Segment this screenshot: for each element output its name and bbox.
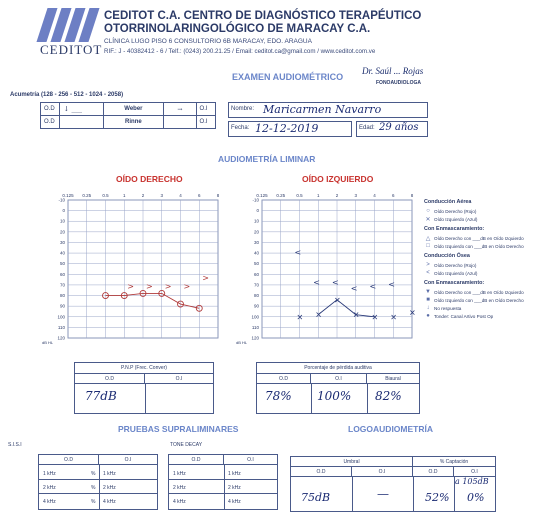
left-bone-point: <: [294, 248, 302, 258]
left-air-point: ✕: [334, 295, 341, 305]
logo-oi-label: O.I: [352, 467, 413, 477]
db-tick-label: 80: [59, 293, 65, 299]
db-tick-label: 40: [59, 250, 65, 256]
weber-od: O.D: [41, 103, 60, 116]
db-tick-label: 0: [256, 208, 259, 214]
legend-item: ● Tonder: Canal Artivo Post Op: [424, 312, 536, 320]
db-tick-label: -10: [58, 197, 65, 203]
tone-oi-label: O.I: [224, 455, 277, 465]
left-air-point: ✕: [371, 312, 379, 322]
tone-divider: [224, 465, 225, 509]
clinic-contact: RIF.: J - 40382412 - 6 / Telf.: (0243) 200.21.25 / Email: ceditot.ca@gmail.com / www.ceditot.com.ve: [104, 48, 376, 55]
left-air-point: ✕: [352, 310, 360, 320]
pnp-box: [74, 362, 214, 414]
cap-oi-value: 0%: [467, 491, 485, 504]
logo-table: [290, 456, 496, 512]
db-tick-label: 70: [253, 282, 259, 288]
tone-row-label: 1 kHz: [173, 471, 186, 477]
captacion-label: % Captación: [413, 457, 495, 467]
db-tick-label: 90: [253, 303, 259, 309]
left-bone-point: <: [388, 279, 395, 289]
patient-name: Maricarmen Navarro: [263, 103, 382, 116]
clinic-address: CLÍNICA LUGO PISO 6 CONSULTORIO 6B MARACAY, EDO. ARAGUA: [104, 38, 312, 45]
pnp-od-label: O.D: [75, 374, 145, 384]
audiometry-title: AUDIOMETRÍA LIMINAR: [218, 154, 316, 164]
triangle-icon: △: [425, 235, 431, 242]
db-tick-label: 50: [253, 261, 259, 267]
clinic-name-line2: OTORRINOLARINGOLÓGICO DE MARACAY C.A.: [104, 23, 371, 35]
pnp-title: P.N.P (Frec. Conver): [75, 363, 213, 374]
sisi-row-label: 4 kHz: [103, 499, 116, 505]
db-tick-label: 90: [59, 303, 65, 309]
db-tick-label: 110: [57, 324, 65, 330]
freq-tick-label: 6: [391, 193, 395, 198]
acumetria-table: [40, 102, 216, 129]
freq-tick-label: 2: [335, 193, 339, 198]
loss-od-label: O.D: [257, 374, 311, 384]
logo-oi-value: —: [377, 487, 389, 501]
loss-divider: [367, 384, 368, 413]
pnp-od-value: 77dB: [85, 389, 117, 403]
db-tick-label: 120: [251, 335, 259, 341]
pct-label: %: [91, 471, 96, 477]
doctor-signature: Dr. Saúl ... Rojas: [362, 66, 424, 76]
right-bone-point: >: [183, 282, 191, 292]
sisi-row-label: 4 kHz: [43, 499, 56, 505]
sisi-row-label: 2 kHz: [103, 485, 116, 491]
sisi-table: [38, 454, 158, 510]
freq-tick-label: 0.5: [296, 193, 303, 198]
freq-tick-label: 8: [216, 193, 220, 198]
cap-oi-label: O.I: [454, 467, 495, 477]
weber-arrow: →: [164, 103, 196, 116]
db-unit-label: dB HL: [42, 340, 54, 345]
freq-tick-label: 1: [316, 193, 320, 198]
db-tick-label: 60: [59, 271, 65, 277]
date-field: [228, 121, 352, 137]
db-tick-label: 20: [253, 229, 259, 235]
legend-bone-title: Conducción Ósea: [424, 253, 470, 259]
sisi-row-label: 1 kHz: [43, 471, 56, 477]
legend-item: □ Oído Izquierdo con ___dB en Oído Derecho: [424, 242, 536, 250]
db-tick-label: 60: [253, 271, 259, 277]
freq-tick-label: 0.125: [256, 193, 268, 198]
left-ear-title: OÍDO IZQUIERDO: [302, 174, 374, 184]
tone-row-label: 1 kHz: [228, 471, 241, 477]
left-bone-point: <: [313, 277, 320, 287]
umbral-label: Umbral: [291, 457, 413, 467]
tone-row-label: 2 kHz: [173, 485, 186, 491]
logo-wordmark: CEDITOT: [40, 42, 103, 57]
rinne-arrow: [164, 116, 196, 129]
freq-tick-label: 0.5: [102, 193, 109, 198]
legend-item: △ Oído Derecho con ___dB en Oído Izquierdo: [425, 235, 524, 242]
rinne-mark: [60, 116, 103, 129]
weber-oi: O.I: [196, 103, 215, 116]
weber-row: [41, 103, 216, 116]
loss-divider: [311, 384, 312, 413]
right-bone-point: >: [127, 282, 134, 292]
sisi-divider: [99, 465, 100, 509]
freq-tick-label: 8: [410, 193, 414, 198]
db-tick-label: 100: [251, 314, 259, 320]
down-arrow-icon: ↓: [426, 305, 430, 311]
tone-row-label: 4 kHz: [228, 499, 241, 505]
db-tick-label: 70: [59, 282, 65, 288]
left-angle-icon: <: [426, 270, 430, 276]
freq-tick-label: 0.125: [62, 193, 74, 198]
db-tick-label: 30: [253, 239, 259, 245]
rinne-oi: O.I: [196, 116, 215, 129]
tone-row-label: 4 kHz: [173, 499, 186, 505]
name-label: Nombre:: [231, 106, 255, 112]
freq-tick-label: 0.25: [82, 193, 92, 198]
legend-item: ▼ Oído Derecho con ___dB en Oído Izquierdo: [425, 289, 524, 295]
tone-row-label: 2 kHz: [228, 485, 241, 491]
db-tick-label: 10: [253, 218, 259, 224]
exam-date: 12-12-2019: [255, 122, 319, 135]
hearing-loss-title: Porcentaje de pérdida auditiva: [257, 363, 419, 374]
rinne-row: [41, 116, 216, 129]
loss-oi-label: O.I: [311, 374, 367, 384]
db-tick-label: 100: [57, 314, 65, 320]
legend-item: ○ Oído Derecho (Rojo): [424, 207, 536, 215]
left-bone-point: <: [369, 282, 377, 292]
legend-mask-title: Con Enmascaramiento:: [424, 226, 485, 232]
db-tick-label: 30: [59, 239, 65, 245]
cap-od-label: O.D: [413, 467, 454, 477]
tone-decay-label: TONE DECAY: [170, 442, 203, 448]
patient-age: 29 años: [379, 122, 419, 133]
age-label: Edad:: [359, 125, 375, 131]
freq-tick-label: 2: [141, 193, 145, 198]
logo-od-value: 75dB: [301, 491, 331, 504]
filled-square-icon: ■: [426, 297, 430, 303]
right-ear-audiogram: [40, 188, 228, 356]
sisi-rule: [39, 493, 157, 494]
date-label: Fecha:: [231, 125, 250, 131]
left-air-line: [318, 300, 374, 317]
freq-tick-label: 0.25: [276, 193, 286, 198]
right-angle-icon: >: [426, 262, 430, 268]
db-tick-label: 40: [253, 250, 259, 256]
db-tick-label: 20: [59, 229, 65, 235]
db-tick-label: 80: [253, 293, 259, 299]
logo-divider: [413, 477, 414, 511]
left-air-point: ✕: [296, 312, 304, 322]
sisi-label: S.I.S.I: [8, 442, 22, 448]
db-unit-label: dB HL: [236, 340, 248, 345]
rinne-label: Rinne: [103, 116, 163, 129]
sisi-row-label: 1 kHz: [103, 471, 116, 477]
legend-item: > Oído Derecho (Rojo): [424, 261, 536, 269]
pct-label: %: [91, 499, 96, 505]
freq-tick-label: 4: [373, 193, 376, 198]
loss-bin-label: Biaural: [367, 374, 419, 384]
age-field: [356, 121, 428, 137]
sisi-oi-label: O.I: [99, 455, 157, 465]
weber-label: Weber: [103, 103, 163, 116]
circle-icon: ○: [426, 208, 430, 214]
legend-item: < Oído Izquierdo (Azul): [424, 269, 536, 277]
left-air-point: ✕: [390, 312, 397, 322]
left-bone-point: <: [350, 284, 358, 294]
sisi-od-label: O.D: [39, 455, 99, 465]
loss-bin-value: 82%: [375, 389, 402, 403]
right-ear-title: OÍDO DERECHO: [116, 174, 183, 184]
right-bone-point: >: [164, 282, 172, 292]
freq-tick-label: 1: [122, 193, 126, 198]
sisi-rule: [39, 479, 157, 480]
doctor-title: FONOAUDIOLOGA: [376, 80, 421, 86]
db-tick-label: -10: [252, 197, 259, 203]
legend-item: ↓ No respuesta: [424, 304, 536, 312]
legend-item: ■ Oído Izquierdo con ___dB en Oído Derecho: [424, 296, 536, 304]
freq-tick-label: 6: [197, 193, 201, 198]
rinne-od: O.D: [41, 116, 60, 129]
patient-name-field: [228, 102, 428, 118]
legend: [424, 196, 536, 320]
logo-divider: [352, 477, 353, 511]
db-tick-label: 10: [59, 218, 65, 224]
db-tick-label: 0: [62, 208, 65, 214]
loss-oi-value: 100%: [317, 389, 352, 403]
db-tick-label: 120: [57, 335, 65, 341]
left-air-point: ✕: [409, 308, 416, 318]
square-icon: □: [426, 243, 430, 249]
legend-air-title: Conducción Aérea: [424, 199, 472, 205]
legend-item: ✕ Oído Izquierdo (Azul): [425, 216, 478, 223]
left-ear-audiogram: [234, 188, 422, 356]
legend-bmask-title: Con Enmascaramiento:: [424, 280, 485, 286]
db-tick-label: 50: [59, 261, 65, 267]
cap-oi-note: a 105dB: [455, 477, 489, 486]
sisi-row-label: 2 kHz: [43, 485, 56, 491]
loss-od-value: 78%: [265, 389, 292, 403]
right-bone-point: >: [146, 282, 153, 292]
logo-title: LOGOAUDIOMETRÍA: [348, 424, 433, 434]
cross-icon: ✕: [425, 216, 431, 223]
ceditot-logo: [36, 8, 98, 42]
weber-mark: ↓ ___: [60, 103, 103, 116]
left-air-point: ✕: [315, 310, 322, 320]
filled-circle-icon: ●: [426, 313, 430, 319]
logo-od-label: O.D: [291, 467, 352, 477]
freq-tick-label: 4: [179, 193, 182, 198]
tone-decay-table: [168, 454, 278, 510]
acumetria-label: Acumetría (128 - 256 - 512 - 1024 - 2058): [10, 92, 124, 98]
db-tick-label: 110: [251, 324, 259, 330]
tone-rule: [169, 493, 277, 494]
freq-tick-label: 3: [354, 193, 358, 198]
freq-tick-label: 3: [160, 193, 164, 198]
filled-triangle-icon: ▼: [425, 289, 431, 295]
tone-od-label: O.D: [169, 455, 224, 465]
pnp-divider: [145, 384, 146, 413]
supra-title: PRUEBAS SUPRALIMINARES: [118, 424, 239, 434]
right-bone-point: >: [202, 273, 209, 283]
tone-rule: [169, 479, 277, 480]
left-bone-point: <: [332, 277, 339, 287]
cap-od-value: 52%: [425, 491, 450, 504]
pct-label: %: [91, 485, 96, 491]
clinic-name-line1: CEDITOT C.A. CENTRO DE DIAGNÓSTICO TERAPÉUTICO: [104, 10, 422, 22]
hearing-loss-box: [256, 362, 420, 414]
exam-title: EXAMEN AUDIOMÉTRICO: [232, 72, 344, 82]
pnp-oi-label: O.I: [145, 374, 213, 384]
